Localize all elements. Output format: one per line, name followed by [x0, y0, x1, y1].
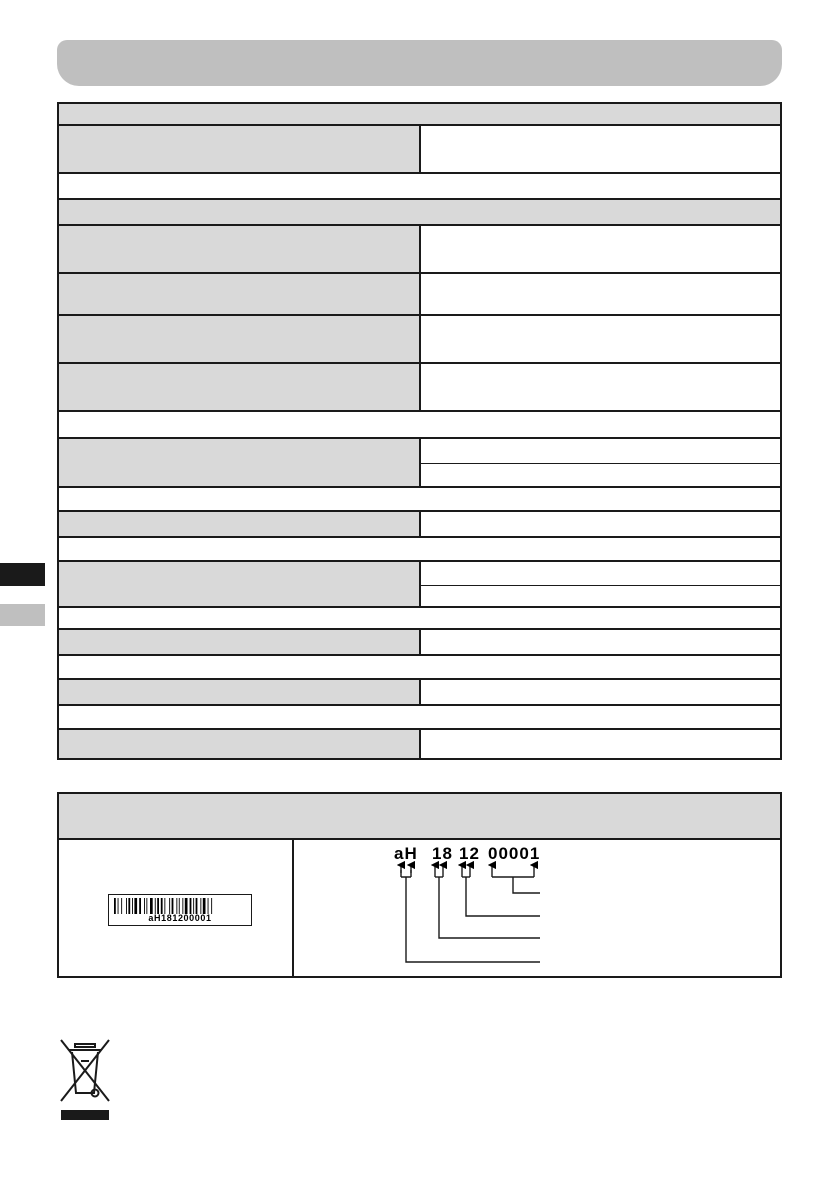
serial-number-box: [57, 792, 782, 978]
spec-row: [59, 439, 780, 488]
spec-row: [59, 412, 780, 439]
barcode-bar: [179, 898, 180, 914]
spec-value-cell: [421, 680, 780, 704]
spec-row: [59, 200, 780, 226]
serial-sequence: 00001: [488, 844, 541, 863]
barcode-bar: [132, 898, 133, 914]
section-header-bar: [57, 40, 782, 86]
spec-row: [59, 126, 780, 174]
spec-row: [59, 226, 780, 274]
barcode-bar: [126, 898, 127, 914]
spec-value-cell: [421, 274, 780, 314]
barcode-bars: [114, 898, 246, 914]
spec-row: [59, 608, 780, 630]
barcode-label: [108, 894, 252, 926]
serial-code-diagram: [294, 840, 780, 976]
spec-label-cell: [59, 439, 421, 486]
spec-row: [59, 630, 780, 656]
barcode-bar: [144, 898, 145, 914]
spec-row: [59, 316, 780, 364]
spec-label-cell: [59, 730, 421, 758]
barcode-bar: [193, 898, 194, 914]
spec-value-cell: [421, 512, 780, 536]
spec-label-cell: [59, 630, 421, 654]
barcode-bar: [211, 898, 212, 914]
barcode-text: aH181200001: [148, 913, 212, 923]
spec-label-cell: [59, 562, 421, 606]
barcode-cell: [59, 840, 294, 976]
barcode-bar: [139, 898, 141, 914]
spec-label-cell: [59, 512, 421, 536]
barcode-bar: [172, 898, 174, 914]
spec-label-cell: [59, 364, 421, 410]
barcode-bar: [134, 898, 137, 914]
spec-row: [59, 274, 780, 316]
barcode-bar: [200, 898, 201, 914]
spec-label-cell: [59, 680, 421, 704]
spec-value-cell: [421, 364, 780, 410]
barcode-bar: [203, 898, 206, 914]
spec-label-cell: [59, 316, 421, 362]
barcode-bar: [164, 898, 165, 914]
language-tab[interactable]: [0, 604, 45, 626]
barcode-bar: [190, 898, 192, 914]
language-tab-active[interactable]: [0, 563, 45, 586]
spec-row: [59, 656, 780, 680]
spec-row: [59, 174, 780, 200]
barcode-bar: [182, 898, 183, 914]
spec-row: [59, 680, 780, 706]
spec-row: [59, 706, 780, 730]
spec-value-cell: [421, 126, 780, 172]
specifications-table: [57, 102, 782, 760]
spec-value-cell: [421, 730, 780, 758]
serial-number-header: [59, 794, 780, 840]
spec-value-divider: [421, 463, 780, 464]
spec-row: [59, 730, 780, 758]
barcode-bar: [150, 898, 153, 914]
barcode-bar: [118, 898, 119, 914]
spec-row: [59, 512, 780, 538]
spec-label-cell: [59, 274, 421, 314]
spec-label-cell: [59, 126, 421, 172]
barcode-bar: [157, 898, 159, 914]
spec-row: [59, 104, 780, 126]
spec-row: [59, 562, 780, 608]
spec-row: [59, 488, 780, 512]
spec-value-cell: [421, 630, 780, 654]
barcode-bar: [176, 898, 177, 914]
barcode-bar: [146, 898, 147, 914]
weee-icon: [55, 1035, 115, 1125]
spec-value-cell: [421, 226, 780, 272]
spec-value-divider: [421, 585, 780, 586]
spec-label-cell: [59, 226, 421, 272]
spec-value-cell: [421, 562, 780, 606]
barcode-bar: [128, 898, 130, 914]
barcode-bar: [161, 898, 163, 914]
serial-prefix: aH: [394, 844, 418, 863]
spec-row: [59, 364, 780, 412]
serial-year: 18: [432, 844, 453, 863]
serial-month: 12: [459, 844, 480, 863]
spec-row: [59, 538, 780, 562]
barcode-bar: [155, 898, 156, 914]
spec-value-cell: [421, 439, 780, 486]
barcode-bar: [169, 898, 170, 914]
spec-value-cell: [421, 316, 780, 362]
barcode-bar: [208, 898, 209, 914]
barcode-bar: [121, 898, 122, 914]
serial-callout-lines: [294, 840, 780, 976]
barcode-bar: [185, 898, 188, 914]
barcode-bar: [196, 898, 198, 914]
barcode-bar: [114, 898, 116, 914]
